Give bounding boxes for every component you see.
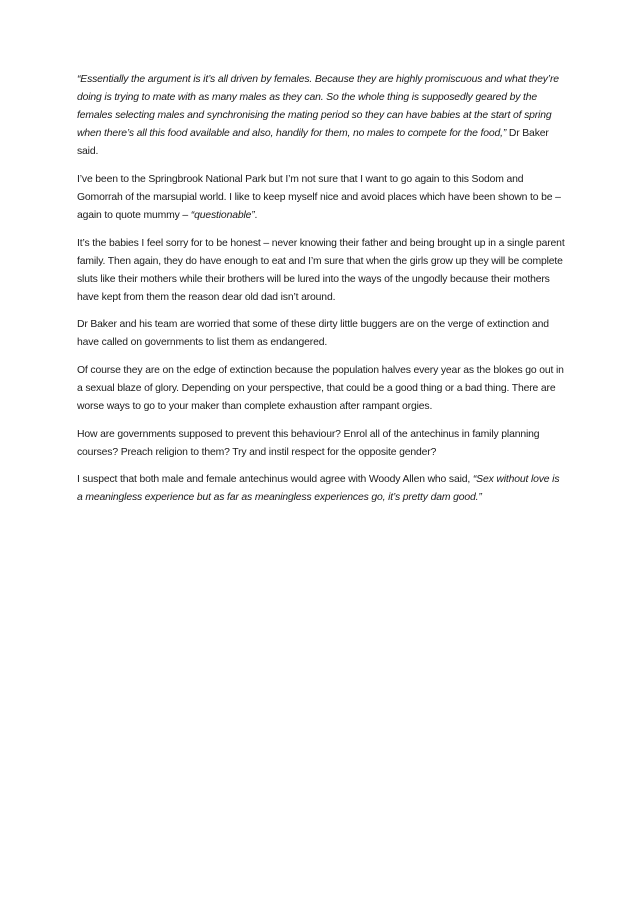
article-body (77, 71, 565, 517)
paragraph-7 (77, 471, 565, 507)
paragraph-2-text: I’ve been to the Springbrook National Park but I’m not sure that I want to go again to this Sodom and Gomorrah of the marsupial world. I like to keep myself nice and avoid places which have been shown to be – again to quote mummy – (77, 173, 561, 222)
paragraph-3: It’s the babies I feel sorry for to be honest – never knowing their father and being brought up in a single parent family. Then again, they do have enough to eat and I’m sure that when the girls grow up they will be complete sluts like their mothers while their brothers will be lured into the ways of the ungodly because their mothers have kept from them the reason dear old dad isn’t around. (77, 237, 565, 303)
paragraph-2 (77, 171, 565, 225)
paragraph-1 (77, 71, 565, 161)
quote-attribution: Dr Baker said. (77, 128, 549, 158)
paragraph-6: How are governments supposed to prevent this behaviour? Enrol all of the antechinus in family planning courses? Preach religion to them? Try and instil respect for the opposite gender? (77, 428, 540, 458)
paragraph-7-text: I suspect that both male and female antechinus would agree with Woody Allen who said, (77, 474, 473, 486)
quote-woody-allen: “Sex without love is a meaningless experience but as far as meaningless experiences go, it’s pretty dam good.” (77, 474, 560, 504)
paragraph-5: Of course they are on the edge of extinction because the population halves every year as the blokes go out in a sexual blaze of glory. Depending on your perspective, that could be a good thing or a bad thing. There are worse ways to go to your maker than complete exhaustion after rampant orgies. (77, 364, 564, 413)
paragraph-2-end: . (254, 210, 258, 222)
quote-dr-baker: “Essentially the argument is it’s all driven by females. Because they are highly promiscuous and what they’re doing is trying to mate with as many males as they can. So the whole thing is supposedly geared by the females selecting males and synchronising the mating period so they can have babies at the start of spring when there’s all this food available and also, handily for them, no males to compete for the food,” (77, 74, 559, 140)
paragraph-2-emphasis: “questionable” (190, 210, 255, 222)
paragraph-4: Dr Baker and his team are worried that some of these dirty little buggers are on the verge of extinction and have called on governments to list them as endangered. (77, 319, 549, 349)
